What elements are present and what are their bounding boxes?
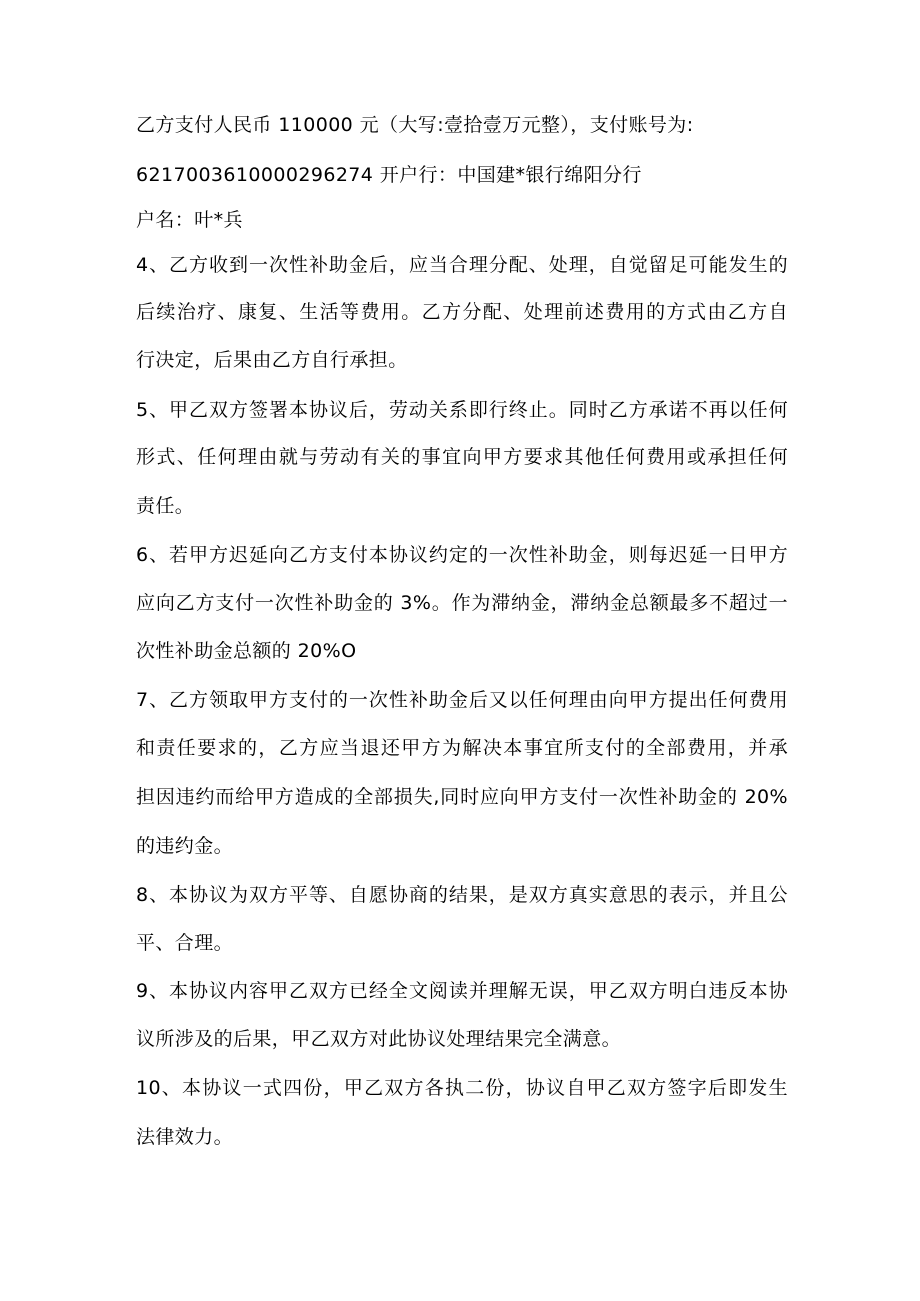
clause-9-line-2: 议所涉及的后果，甲乙双方对此协议处理结果完全满意。 <box>136 1028 622 1050</box>
payment-account-name-line: 户名：叶*兵 <box>136 209 243 231</box>
clause-7-line-2: 和责任要求的，乙方应当退还甲方为解决本事宜所支付的全部费用，并承 <box>136 737 788 759</box>
clause-8-line-2: 平、合理。 <box>136 932 234 954</box>
payment-account-line: 6217003610000296274 开户行：中国建*银行绵阳分行 <box>136 164 642 186</box>
clause-8-line-1: 8、本协议为双方平等、自愿协商的结果，是双方真实意思的表示，并且公 <box>136 884 788 906</box>
clause-4-line-2: 后续治疗、康复、生活等费用。乙方分配、处理前述费用的方式由乙方自 <box>136 301 788 323</box>
clause-10-line-2: 法律效力。 <box>136 1126 234 1148</box>
clause-6-line-1: 6、若甲方迟延向乙方支付本协议约定的一次性补助金，则每迟延一日甲方 <box>136 544 788 566</box>
clause-9-line-1: 9、本协议内容甲乙双方已经全文阅读并理解无误，甲乙双方明白违反本协 <box>136 980 788 1002</box>
clause-5-line-1: 5、甲乙双方签署本协议后，劳动关系即行终止。同时乙方承诺不再以任何 <box>136 399 788 421</box>
clause-5-line-3: 责任。 <box>136 495 195 517</box>
clause-7-line-3: 担因违约而给甲方造成的全部损失,同时应向甲方支付一次性补助金的 20% <box>136 786 788 808</box>
clause-6-line-3: 次性补助金总额的 20%O <box>136 640 357 662</box>
clause-7-line-1: 7、乙方领取甲方支付的一次性补助金后又以任何理由向甲方提出任何费用 <box>136 689 788 711</box>
clause-4-line-3: 行决定，后果由乙方自行承担。 <box>136 349 408 371</box>
clause-5-line-2: 形式、任何理由就与劳动有关的事宜向甲方要求其他任何费用或承担任何 <box>136 446 788 468</box>
clause-4-line-1: 4、乙方收到一次性补助金后，应当合理分配、处理，自觉留足可能发生的 <box>136 254 788 276</box>
clause-7-line-4: 的违约金。 <box>136 835 234 857</box>
payment-amount-line: 乙方支付人民币 110000 元（大写:壹拾壹万元整），支付账号为: <box>136 114 694 136</box>
clause-6-line-2: 应向乙方支付一次性补助金的 3%。作为滞纳金，滞纳金总额最多不超过一 <box>136 592 788 614</box>
clause-10-line-1: 10、本协议一式四份，甲乙双方各执二份，协议自甲乙双方签字后即发生 <box>136 1077 788 1099</box>
